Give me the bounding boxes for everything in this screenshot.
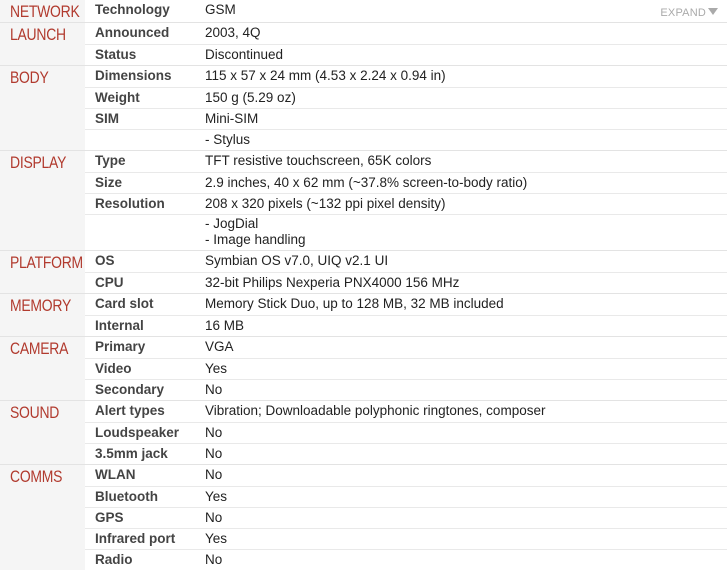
spec-value-line: - JogDial <box>205 216 259 231</box>
spec-label[interactable] <box>85 130 205 150</box>
spec-label[interactable]: Secondary <box>95 382 165 397</box>
spec-value: No <box>205 425 223 440</box>
spec-label[interactable]: 3.5mm jack <box>95 446 168 461</box>
spec-value: Yes <box>205 489 228 504</box>
spec-row <box>85 87 727 108</box>
spec-row <box>85 507 727 528</box>
spec-value <box>205 215 727 250</box>
spec-value: No <box>205 446 223 461</box>
spec-value: Yes <box>205 361 228 376</box>
spec-value: GSM <box>205 2 236 17</box>
spec-value: Mini-SIM <box>205 111 259 126</box>
section-title <box>0 0 85 22</box>
spec-value: Yes <box>205 531 228 546</box>
spec-value: Symbian OS v7.0, UIQ v2.1 UI <box>205 253 389 268</box>
spec-label[interactable]: Weight <box>95 90 140 105</box>
spec-section-sound <box>0 400 727 464</box>
section-title <box>0 23 85 65</box>
spec-row <box>85 23 727 44</box>
spec-label[interactable]: Dimensions <box>95 68 172 83</box>
spec-row <box>85 151 727 172</box>
spec-value: Memory Stick Duo, up to 128 MB, 32 MB included <box>205 296 504 311</box>
spec-label[interactable]: Type <box>95 153 126 168</box>
spec-row <box>85 528 727 549</box>
spec-label[interactable]: Card slot <box>95 296 154 311</box>
spec-row <box>85 172 727 193</box>
spec-section-body <box>0 65 727 150</box>
section-title-text: NETWORK <box>10 2 80 21</box>
spec-row <box>85 337 727 358</box>
spec-label[interactable]: Internal <box>95 318 144 333</box>
spec-value: 2.9 inches, 40 x 62 mm (~37.8% screen-to-body ratio) <box>205 175 528 190</box>
spec-row <box>85 443 727 464</box>
spec-row <box>85 379 727 400</box>
spec-section-memory <box>0 293 727 336</box>
spec-section-network <box>0 0 727 22</box>
spec-value-line: - Image handling <box>205 232 306 247</box>
spec-section-camera <box>0 336 727 400</box>
spec-value: Vibration; Downloadable polyphonic ringtones, composer <box>205 403 546 418</box>
spec-label[interactable]: SIM <box>95 111 120 126</box>
spec-section-launch <box>0 22 727 65</box>
spec-value: No <box>205 382 223 397</box>
spec-label[interactable]: Technology <box>95 2 170 17</box>
section-title-text: BODY <box>10 68 49 87</box>
spec-row <box>85 272 727 293</box>
spec-label[interactable]: Video <box>95 361 132 376</box>
spec-value: 16 MB <box>205 318 245 333</box>
section-title <box>0 151 85 250</box>
spec-label[interactable]: Resolution <box>95 196 165 211</box>
spec-label[interactable]: Loudspeaker <box>95 425 180 440</box>
spec-value: 115 x 57 x 24 mm (4.53 x 2.24 x 0.94 in) <box>205 68 446 83</box>
spec-label[interactable]: Infrared port <box>95 531 176 546</box>
spec-value: No <box>205 510 223 525</box>
spec-value: VGA <box>205 339 234 354</box>
section-title-text: DISPLAY <box>10 153 67 172</box>
spec-label[interactable]: Size <box>95 175 123 190</box>
spec-row <box>85 251 727 272</box>
spec-row <box>85 129 727 150</box>
chevron-down-icon <box>708 8 718 15</box>
spec-value: 2003, 4Q <box>205 25 261 40</box>
section-title-text: MEMORY <box>10 296 72 315</box>
spec-value: 32-bit Philips Nexperia PNX4000 156 MHz <box>205 275 460 290</box>
spec-value: No <box>205 467 223 482</box>
spec-label[interactable]: Radio <box>95 552 133 567</box>
section-title-text: PLATFORM <box>10 253 83 272</box>
spec-row <box>85 315 727 336</box>
section-title-text: COMMS <box>10 467 63 486</box>
section-title <box>0 401 85 464</box>
spec-value: - Stylus <box>205 132 251 147</box>
spec-row <box>85 358 727 379</box>
section-title <box>0 294 85 336</box>
section-title <box>0 251 85 293</box>
spec-value: Discontinued <box>205 47 284 62</box>
spec-row <box>85 214 727 250</box>
spec-row <box>85 401 727 422</box>
section-title <box>0 337 85 400</box>
spec-row <box>85 486 727 507</box>
spec-label[interactable]: Announced <box>95 25 170 40</box>
section-title <box>0 465 85 570</box>
spec-label[interactable]: GPS <box>95 510 124 525</box>
spec-section-platform <box>0 250 727 293</box>
spec-label[interactable]: Status <box>95 47 137 62</box>
spec-value: 208 x 320 pixels (~132 ppi pixel density) <box>205 196 446 211</box>
spec-row <box>85 0 727 21</box>
spec-label[interactable]: Alert types <box>95 403 165 418</box>
section-title-text: LAUNCH <box>10 25 66 44</box>
spec-row <box>85 465 727 486</box>
section-title <box>0 66 85 150</box>
spec-section-comms <box>0 464 727 570</box>
spec-row <box>85 193 727 214</box>
spec-row <box>85 549 727 570</box>
spec-label[interactable]: OS <box>95 253 115 268</box>
spec-label[interactable]: Bluetooth <box>95 489 158 504</box>
expand-link[interactable] <box>660 7 718 19</box>
section-title-text: SOUND <box>10 403 60 422</box>
spec-label[interactable]: CPU <box>95 275 124 290</box>
spec-row <box>85 44 727 65</box>
spec-row <box>85 66 727 87</box>
spec-label[interactable] <box>85 215 205 250</box>
spec-value: 150 g (5.29 oz) <box>205 90 296 105</box>
spec-label[interactable]: WLAN <box>95 467 136 482</box>
section-title-text: CAMERA <box>10 339 69 358</box>
spec-value: TFT resistive touchscreen, 65K colors <box>205 153 432 168</box>
expand-label: EXPAND <box>660 7 706 19</box>
spec-section-display <box>0 150 727 250</box>
spec-row <box>85 422 727 443</box>
spec-row <box>85 108 727 129</box>
spec-row <box>85 294 727 315</box>
spec-label[interactable]: Primary <box>95 339 146 354</box>
spec-value: No <box>205 552 223 567</box>
